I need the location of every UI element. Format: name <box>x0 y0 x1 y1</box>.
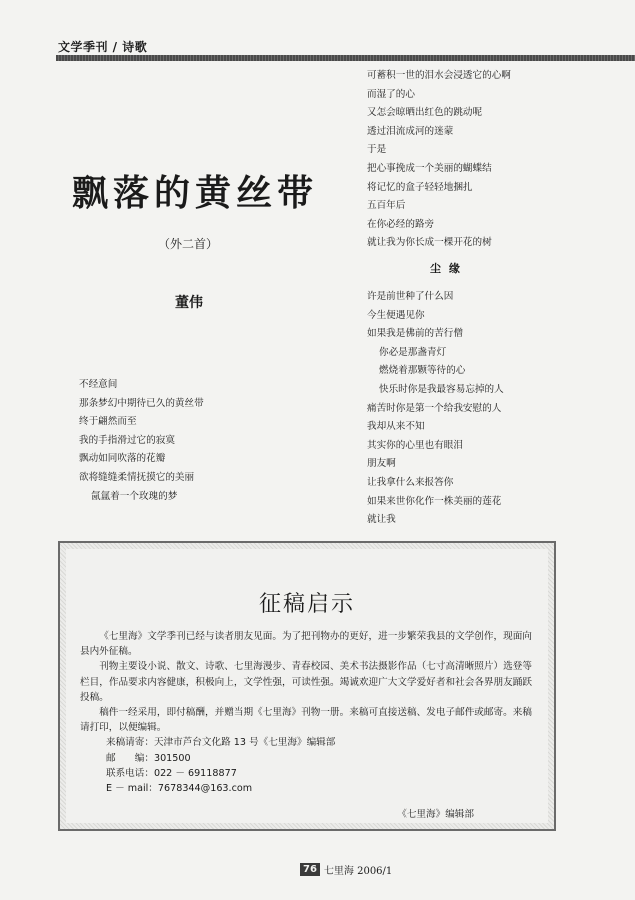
poem-line: 那条梦幻中期待已久的黄丝带 <box>79 397 204 409</box>
poem-line: 又怎会晾晒出红色的跳动呢 <box>367 107 483 119</box>
poem-line: 五百年后 <box>367 200 406 212</box>
poem-line: 就让我 <box>367 514 396 526</box>
notice-body <box>80 629 532 796</box>
notice-paragraph: 刊物主要设小说、散文、诗歌、七里海漫步、青春校园、美术书法摄影作品（七寸高清晰照片）选登等栏目，作品要求内容健康，积极向上，文学性强，可读性强。竭诚欢迎广大文学爱好者和社会各界朋友踊跃投稿。 <box>80 661 532 703</box>
poem-line: 燃烧着那颗等待的心 <box>379 365 466 377</box>
poem-line: 欲将缝缝柔情抚摸它的美丽 <box>79 471 195 483</box>
poem-line: 在你必经的路旁 <box>367 218 435 230</box>
poem-line: 终于翩然而至 <box>79 416 137 428</box>
notice-title: 征稿启示 <box>258 592 355 617</box>
call-for-submissions-box <box>58 541 556 831</box>
poem-line: 而湿了的心 <box>367 88 415 100</box>
contact-phone: 联系电话：022 － 69118877 <box>106 767 237 779</box>
poem-line: 将记忆的盒子轻轻地捆扎 <box>367 181 473 193</box>
contact-email: E － mail：7678344@163.com <box>106 782 253 794</box>
poem-line: 透过泪流成河的迷蒙 <box>367 125 454 137</box>
article-title: 飘落的黄丝带 <box>72 172 319 214</box>
page-footer <box>300 862 392 877</box>
poem-continuation <box>367 67 511 253</box>
poem-line: 我的手指滑过它的寂寞 <box>79 434 175 446</box>
notice-signature: 《七里海》编辑部 <box>397 809 474 820</box>
notice-paragraph: 《七里海》文学季刊已经与读者朋友见面。为了把刊物办的更好，进一步繁荣我县的文学创作，现面向县内外征稿。 <box>80 631 532 658</box>
poem-line: 不经意间 <box>79 379 118 390</box>
contact-address: 来稿请寄：天津市芦台文化路 13 号《七里海》编辑部 <box>106 737 336 749</box>
poem-section-title: 尘 缘 <box>430 262 462 275</box>
page-number: 76 <box>300 863 320 876</box>
poem-line: 可蓄积一世的泪水会浸透它的心啊 <box>367 70 511 81</box>
section-header: 文学季刊 / 诗歌 <box>58 40 148 54</box>
poem-line: 其实你的心里也有眼泪 <box>367 439 463 451</box>
poem-line: 你必是那盏青灯 <box>379 346 447 358</box>
poem-line: 快乐时你是我最容易忘掉的人 <box>379 383 504 395</box>
poem-line: 就让我为你长成一棵开花的树 <box>367 237 492 249</box>
author-name: 董伟 <box>175 295 203 311</box>
poem-line: 许是前世种了什么因 <box>367 291 454 302</box>
poem-line: 氤氲着一个玫瑰的梦 <box>91 490 178 502</box>
article-subtitle: （外二首） <box>158 237 219 251</box>
header-rule <box>56 55 635 61</box>
contact-postcode: 邮 编：301500 <box>106 752 191 764</box>
contact-info <box>80 735 532 796</box>
poem-line: 如果来世你化作一株美丽的莲花 <box>367 495 502 507</box>
publication-info: 七里海 2006/1 <box>323 866 393 877</box>
poem-line: 痛苦时你是第一个给我安慰的人 <box>367 402 502 414</box>
notice-panel <box>66 549 548 823</box>
poem-opening <box>79 376 204 506</box>
poem-line: 于是 <box>367 144 387 156</box>
poem-line: 如果我是佛前的苦行僧 <box>367 328 463 340</box>
poem-line: 朋友啊 <box>367 458 396 470</box>
poem-line: 飘动如同吹落的花瓣 <box>79 453 166 465</box>
poem-line: 今生便遇见你 <box>367 309 425 321</box>
poem-chenyuan <box>367 288 504 530</box>
notice-paragraph: 稿件一经采用，即付稿酬，并赠当期《七里海》刊物一册。来稿可直接送稿、发电子邮件或邮寄。来稿请打印，以便编辑。 <box>80 707 532 734</box>
poem-line: 让我拿什么来报答你 <box>367 476 454 488</box>
poem-line: 把心事挽成一个美丽的蝴蝶结 <box>367 162 492 174</box>
poem-line: 我却从来不知 <box>367 421 425 433</box>
